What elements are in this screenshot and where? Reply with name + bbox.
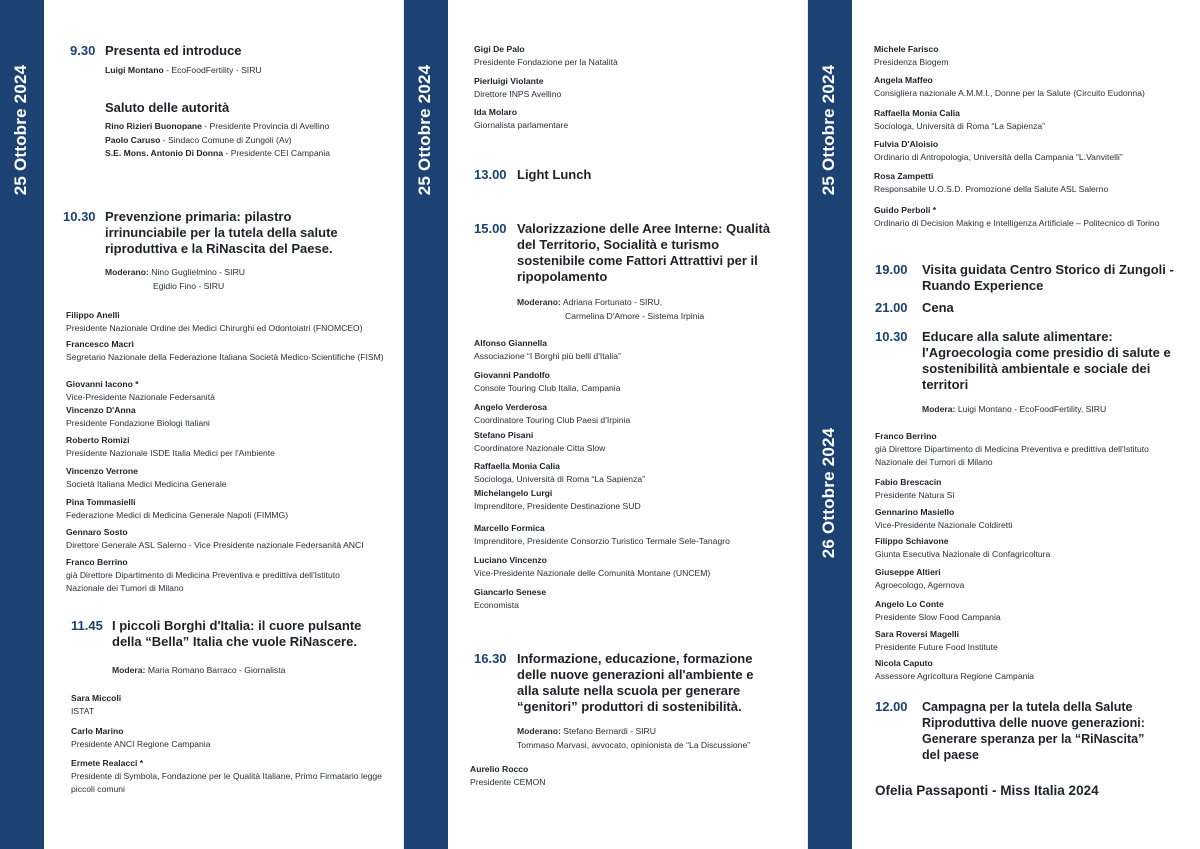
speaker (474, 460, 794, 486)
speaker-name: Gennarino Masiello (875, 507, 955, 517)
speaker-name: Roberto Romizi (66, 435, 130, 445)
speaker-role: Ordinario di Decision Making e Intelligenza Artificiale – Politecnico di Torino (874, 218, 1160, 228)
speaker-name: Giovanni Pandolfo (474, 370, 550, 380)
speaker (470, 763, 790, 789)
speaker (875, 598, 1175, 624)
speaker-role: Coordinatore Nazionale Citta Slow (474, 443, 606, 453)
speaker (66, 309, 396, 335)
speaker-role: Presidente di Symbola, Fondazione per le Qualità Italiane, Primo Firmatario legge piccoli comuni (71, 771, 382, 794)
speaker-name: Angelo Lo Conte (875, 599, 944, 609)
moderators (517, 295, 662, 309)
speaker-role: ISTAT (71, 706, 95, 716)
date-label: 25 Ottobre 2024 (819, 64, 838, 196)
speaker-name: Angelo Verderosa (474, 402, 548, 412)
moderator-label: Modera: (112, 665, 146, 675)
speaker-name: Gigi De Palo (474, 44, 525, 54)
session-time: 11.45 (71, 618, 103, 633)
speaker (875, 506, 1175, 532)
speaker-name: Gennaro Sosto (66, 527, 128, 537)
moderator: Egidio Fino - SIRU (153, 281, 225, 291)
speaker-role: Coordinatore Touring Club Paesi d'Irpinia (474, 415, 631, 425)
speaker (66, 556, 341, 595)
moderator: Nino Guglielmino - SIRU (148, 267, 245, 277)
speaker-name: Raffaella Monia Calia (474, 461, 560, 471)
session-time: 9.30 (70, 43, 96, 58)
speaker (874, 74, 1174, 100)
session-title: Light Lunch (517, 167, 592, 182)
speaker-role: Segretario Nazionale della Federazione Italiana Società Medico-Scientifiche (FISM) (66, 352, 384, 362)
speaker (105, 120, 329, 133)
speaker-role: Presidente CEMON (470, 777, 546, 787)
speaker-name: Angela Maffeo (874, 75, 933, 85)
session-time: 13.00 (474, 167, 507, 182)
speaker-name: Aurelio Rocco (470, 764, 529, 774)
session-time: 16.30 (474, 651, 507, 666)
speaker (66, 338, 396, 364)
speaker (71, 725, 391, 751)
speaker (474, 43, 794, 69)
speaker-name: Filippo Schiavone (875, 536, 949, 546)
speaker (874, 204, 1174, 230)
speaker-name: Michele Farisco (874, 44, 939, 54)
session-title: Informazione, educazione, formazione delle nuove generazioni all'ambiente e alla salute nella scuola per generare “genitori” produttori di sostenibilità. (517, 651, 754, 714)
speaker (474, 75, 794, 101)
speaker-name: Michelangelo Lurgi (474, 488, 553, 498)
speaker (474, 369, 794, 395)
speaker-name: Giancarlo Senese (474, 587, 547, 597)
speaker (874, 43, 1174, 69)
speaker-name: Francesco Macrì (66, 339, 134, 349)
speaker-name: Filippo Anelli (66, 310, 120, 320)
speaker-role: - Sindaco Comune di Zungoli (Av) (160, 135, 292, 145)
speaker-name: Ermete Realacci * (71, 758, 144, 768)
moderator-label: Moderano: (517, 726, 561, 736)
speaker-name: Sara Roversi Magelli (875, 629, 960, 639)
section-title: Saluto delle autorità (105, 100, 230, 115)
speaker-role: Direttore Generale ASL Salerno - Vice Presidente nazionale Federsanità ANCI (66, 540, 364, 550)
speaker-role: Presidente Future Food Institute (875, 642, 998, 652)
moderator: Carmelina D'Amore - Sistema Irpinia (565, 311, 705, 321)
session-title: Prevenzione primaria: pilastro irrinunciabile per la tutela della salute riproduttiva e la RiNascita del Paese. (105, 209, 338, 256)
speaker-role: Vice-Presidente Nazionale Coldiretti (875, 520, 1013, 530)
session-time: 10.30 (63, 209, 96, 224)
session-title: Educare alla salute alimentare: l'Agroecologia come presidio di salute e sostenibilità ambientale e sociale dei territori (922, 329, 1171, 392)
speaker-role: Presidente Fondazione Biologi Italiani (66, 418, 210, 428)
speaker-role: Presidente ANCI Regione Campania (71, 739, 211, 749)
speaker (71, 757, 391, 796)
speaker (474, 487, 794, 513)
moderator: Tommaso Marvasi, avvocato, opinionista de “La Discussione” (517, 740, 751, 750)
session-title: Presenta ed introduce (105, 43, 242, 58)
speaker (474, 106, 794, 132)
speaker-name: Fabio Brescacin (875, 477, 942, 487)
speaker (874, 107, 1174, 133)
speaker (474, 554, 794, 580)
speaker-role: Economista (474, 600, 519, 610)
speaker-role: Vice-Presidente Nazionale Federsanità (66, 392, 215, 402)
speaker (874, 170, 1174, 196)
moderator-label: Modera: (922, 404, 956, 414)
speaker-role: Console Touring Club Italia, Campania (474, 383, 621, 393)
speaker-name: Pina Tommasielli (66, 497, 136, 507)
speaker (105, 64, 262, 77)
date-label: 25 Ottobre 2024 (11, 64, 30, 196)
speaker-role: Responsabile U.O.S.D. Promozione della Salute ASL Salerno (874, 184, 1109, 194)
moderators (517, 724, 656, 738)
moderator-label: Moderano: (517, 297, 561, 307)
speaker-role: Ordinario di Antropologia, Università della Campania “L.Vanvitelli” (874, 152, 1123, 162)
speaker-name: Rino Rizieri Buonopane (105, 121, 202, 131)
speaker-name: Paolo Caruso (105, 135, 161, 145)
speaker-role: - Presidente CEI Campania (223, 148, 331, 158)
speaker-role: - EcoFoodFertility - SIRU (163, 65, 262, 75)
speaker-role: Sociologa, Università di Roma “La Sapienza” (474, 474, 646, 484)
session-time: 21.00 (875, 300, 908, 315)
speaker (875, 628, 1175, 654)
speaker-name: Nicola Caputo (875, 658, 933, 668)
speaker-name: Sara Miccoli (71, 693, 122, 703)
speaker-role: Imprenditore, Presidente Consorzio Turistico Termale Sele-Tanagro (474, 536, 730, 546)
speaker-name: Ida Molaro (474, 107, 517, 117)
speaker-name: Fulvia D'Aloisio (874, 139, 939, 149)
speaker (474, 522, 794, 548)
speaker (66, 378, 396, 404)
speaker-name: Luciano Vincenzo (474, 555, 547, 565)
speaker-role: già Direttore Dipartimento di Medicina Preventiva e predittiva dell'Istituto Nazionale dei Tumori di Milano (875, 444, 1149, 467)
session-title: I piccoli Borghi d'Italia: il cuore pulsante della “Bella” Italia che vuole RiNascere. (112, 618, 362, 649)
moderator: Luigi Montano - EcoFoodFertility, SIRU (955, 404, 1107, 414)
speaker-role: Agroecologo, Agernova (875, 580, 965, 590)
speaker (875, 476, 1175, 502)
speaker-role: Sociologa, Università di Roma “La Sapienza” (874, 121, 1046, 131)
moderator: Maria Romano Barraco - Giornalista (145, 665, 286, 675)
speaker-role: Presidente Nazionale ISDE Italia Medici per l'Ambiente (66, 448, 275, 458)
speaker-role: già Direttore Dipartimento di Medicina Preventiva e predittiva dell'Istituto Nazionale dei Tumori di Milano (66, 570, 340, 593)
session-title: Valorizzazione delle Aree Interne: Qualità del Territorio, Socialità e turismo sostenibile come Fattori Attrattivi per il ripopolamento (517, 221, 771, 284)
speaker (105, 134, 292, 147)
speaker-role: Presidente Natura Sì (875, 490, 955, 500)
speaker (66, 526, 396, 552)
speaker (874, 138, 1174, 164)
moderator: Adriana Fortunato - SIRU, (560, 297, 663, 307)
speaker-role: Federazione Medici di Medicina Generale Napoli (FIMMG) (66, 510, 289, 520)
speaker (66, 404, 396, 430)
speaker-name: S.E. Mons. Antonio Di Donna (105, 148, 224, 158)
speaker-name: Vincenzo Verrone (66, 466, 138, 476)
session-time: 10.30 (875, 329, 908, 344)
speaker (66, 465, 396, 491)
closing-guest: Ofelia Passaponti - Miss Italia 2024 (875, 783, 1099, 798)
speaker-name: Franco Berrino (875, 431, 937, 441)
date-label: 26 Ottobre 2024 (819, 427, 838, 559)
speaker-role: - Presidente Provincia di Avellino (201, 121, 330, 131)
speaker (66, 496, 396, 522)
speaker-role: Vice-Presidente Nazionale delle Comunità Montane (UNCEM) (474, 568, 711, 578)
session-time: 19.00 (875, 262, 908, 277)
session-title: Visita guidata Centro Storico di Zungoli - Ruando Experience (922, 262, 1174, 293)
speaker-role: Direttore INPS Avellino (474, 89, 562, 99)
speaker-name: Vincenzo D'Anna (66, 405, 136, 415)
speaker (875, 430, 1150, 469)
speaker-role: Assessore Agricoltura Regione Campania (875, 671, 1035, 681)
speaker-role: Presidente Fondazione per la Natalità (474, 57, 618, 67)
speaker (66, 434, 396, 460)
speaker-name: Stefano Pisani (474, 430, 534, 440)
speaker-name: Rosa Zampetti (874, 171, 934, 181)
speaker-role: Imprenditore, Presidente Destinazione SUD (474, 501, 641, 511)
speaker-name: Raffaella Monia Calia (874, 108, 960, 118)
speaker (875, 566, 1175, 592)
speaker (474, 401, 794, 427)
speaker-name: Giovanni Iacono * (66, 379, 139, 389)
speaker-role: Consigliera nazionale A.M.M.I., Donne per la Salute (Circuito Eudonna) (874, 88, 1145, 98)
speaker-name: Franco Berrino (66, 557, 128, 567)
speaker-role: Associazione “I Borghi più belli d'Italia” (474, 351, 621, 361)
speaker-name: Alfonso Giannella (474, 338, 548, 348)
speaker-role: Giunta Esecutiva Nazionale di Confagricoltura (875, 549, 1051, 559)
speaker (474, 337, 794, 363)
session-time: 15.00 (474, 221, 507, 236)
speaker (105, 147, 330, 160)
speaker (875, 657, 1175, 683)
moderator-label: Moderano: (105, 267, 149, 277)
speaker-role: Presidenza Biogem (874, 57, 949, 67)
moderators (112, 663, 285, 677)
moderators (922, 402, 1106, 416)
speaker-name: Carlo Marino (71, 726, 124, 736)
speaker-name: Luigi Montano (105, 65, 164, 75)
speaker (474, 429, 794, 455)
session-title: Cena (922, 300, 954, 315)
moderators (105, 265, 245, 279)
speaker-role: Giornalista parlamentare (474, 120, 569, 130)
speaker-name: Giuseppe Altieri (875, 567, 941, 577)
speaker (875, 535, 1175, 561)
speaker-role: Società Italiana Medici Medicina Generale (66, 479, 227, 489)
speaker-name: Marcello Formica (474, 523, 545, 533)
speaker (474, 586, 794, 612)
speaker (71, 692, 391, 718)
session-title: Campagna per la tutela della Salute Riproduttiva delle nuove generazioni: Generare speranza per la “RiNascita” del paese (922, 700, 1145, 762)
moderator: Stefano Bernardi - SIRU (560, 726, 656, 736)
date-label: 25 Ottobre 2024 (415, 64, 434, 196)
speaker-role: Presidente Nazionale Ordine dei Medici Chirurghi ed Odontoiatri (FNOMCEO) (66, 323, 363, 333)
speaker-role: Presidente Slow Food Campania (875, 612, 1001, 622)
session-time: 12.00 (875, 699, 908, 714)
speaker-name: Guido Perboli * (874, 205, 937, 215)
speaker-name: Pierluigi Violante (474, 76, 544, 86)
panel-divider (807, 0, 808, 849)
panel-divider (403, 0, 404, 849)
